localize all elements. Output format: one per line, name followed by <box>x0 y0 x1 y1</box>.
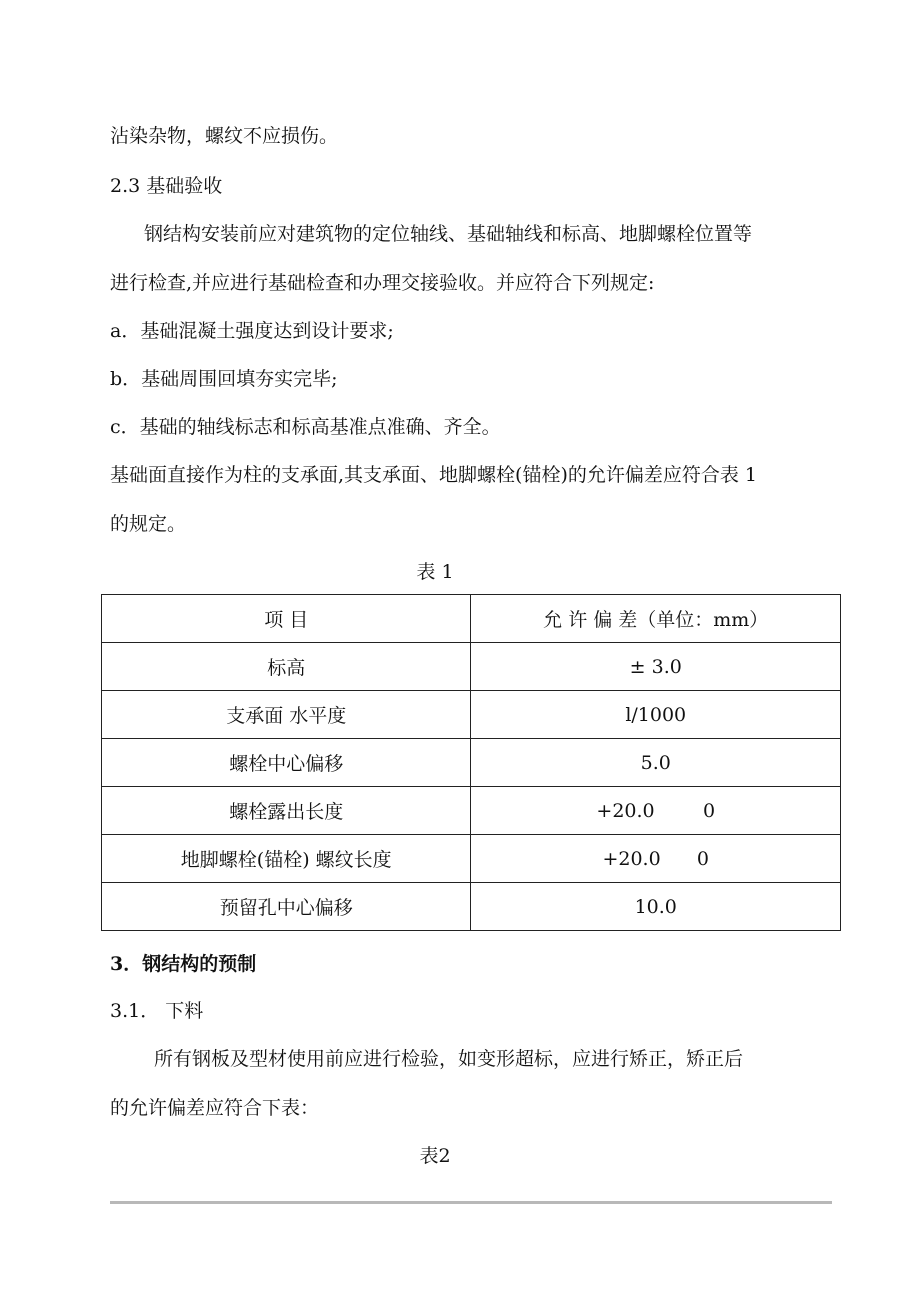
requirement-item-b: b．基础周围回填夯实完毕; <box>110 368 338 390</box>
table-cell-item: 预留孔中心偏移 <box>102 883 471 931</box>
table-cell-value: 5.0 <box>471 739 841 787</box>
continuation-text: 沾染杂物，螺纹不应损伤。 <box>110 125 339 147</box>
section-3-1-para-line2: 的允许偏差应符合下表： <box>110 1097 320 1119</box>
table-cell-item: 支承面 水平度 <box>102 691 471 739</box>
table-header-item: 项 目 <box>102 595 471 643</box>
table-cell-item: 螺栓露出长度 <box>102 787 471 835</box>
table-cell-item: 地脚螺栓(锚栓) 螺纹长度 <box>102 835 471 883</box>
table-row <box>102 883 841 931</box>
table1-caption: 表 1 <box>416 561 454 583</box>
table-cell-item: 标高 <box>102 643 471 691</box>
section-3-1-heading: 3.1． 下料 <box>110 1000 204 1022</box>
table-cell-value: +20.0 0 <box>471 787 841 835</box>
section-2-3-intro-line2: 进行检查,并应进行基础检查和办理交接验收。并应符合下列规定: <box>110 272 655 294</box>
table-row <box>102 643 841 691</box>
table-row <box>102 691 841 739</box>
table-row <box>102 835 841 883</box>
footer-divider <box>110 1201 832 1204</box>
requirement-item-c: c．基础的轴线标志和标高基准点准确、齐全。 <box>110 416 501 438</box>
table-cell-value: 10.0 <box>471 883 841 931</box>
table-cell-value: l/1000 <box>471 691 841 739</box>
table-cell-value: ± 3.0 <box>471 643 841 691</box>
requirement-item-a: a．基础混凝土强度达到设计要求; <box>110 320 394 342</box>
table-header-tolerance: 允 许 偏 差（单位：mm） <box>471 595 841 643</box>
table-reference-line2: 的规定。 <box>110 513 187 535</box>
table-row <box>102 739 841 787</box>
section-2-3-intro-line1: 钢结构安装前应对建筑物的定位轴线、基础轴线和标高、地脚螺栓位置等 <box>144 223 753 245</box>
table2-caption: 表2 <box>419 1145 451 1167</box>
section-3-heading: 3．钢结构的预制 <box>110 953 257 975</box>
section-2-3-heading: 2.3 基础验收 <box>110 175 223 197</box>
table-cell-item: 螺栓中心偏移 <box>102 739 471 787</box>
section-3-1-para-line1: 所有钢板及型材使用前应进行检验，如变形超标，应进行矫正，矫正后 <box>154 1048 744 1070</box>
table-reference-line1: 基础面直接作为柱的支承面,其支承面、地脚螺栓(锚栓)的允许偏差应符合表 1 <box>110 464 757 486</box>
table-header-row <box>102 595 841 643</box>
table-row <box>102 787 841 835</box>
table-cell-value: +20.0 0 <box>471 835 841 883</box>
tolerance-table <box>101 594 841 931</box>
